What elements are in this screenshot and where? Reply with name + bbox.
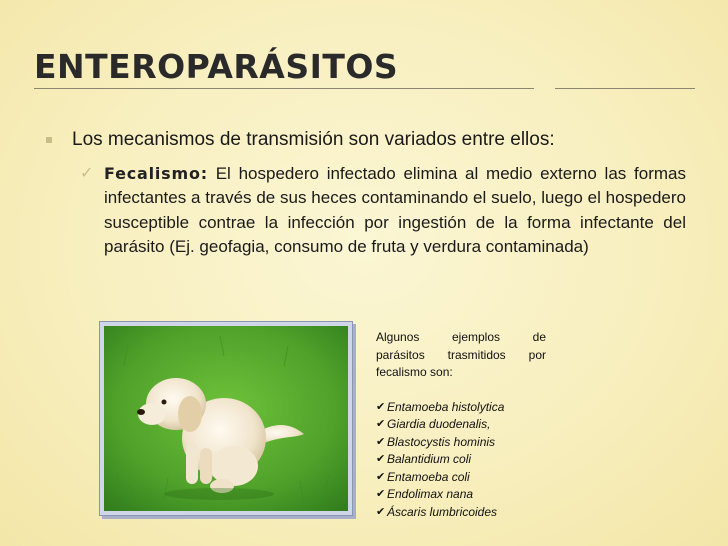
- examples-intro-line3: fecalismo son:: [376, 365, 453, 379]
- list-item: ✔ Balantidium coli: [376, 451, 546, 469]
- title-underline: [34, 88, 534, 89]
- sub-bullet-paragraph: [104, 162, 686, 259]
- checkmark-icon: ✔: [376, 418, 386, 430]
- list-item: ✔ Entamoeba coli: [376, 469, 546, 487]
- list-item: ✔ Endolimax nana: [376, 486, 546, 504]
- sub-bullet-text: El hospedero infectado elimina al medio externo las formas infectantes a través de sus heces contaminando el suelo, luego el hospedero susceptible contrae la infección por ingestión de la forma infectante del parásito (Ej. geofagia, consumo de fruta y verdura contaminada): [104, 164, 686, 256]
- square-bullet-icon: [46, 137, 52, 143]
- examples-intro-line1: Algunos ejemplos de: [376, 330, 546, 344]
- examples-box: [376, 329, 546, 521]
- dog-photo: [104, 326, 348, 511]
- main-bullet-text: Los mecanismos de transmisión son variados entre ellos:: [72, 129, 555, 150]
- list-item: ✔ Entamoeba histolytica: [376, 399, 546, 417]
- list-item: ✔ Giardia duodenalis,: [376, 416, 546, 434]
- checkmark-icon: ✔: [376, 435, 386, 448]
- checkmark-icon: ✓: [80, 165, 94, 182]
- title-underline-right: [555, 88, 695, 89]
- checkmark-icon: ✔: [376, 505, 386, 518]
- checkmark-icon: ✔: [376, 453, 386, 465]
- list-item: ✔ Áscaris lumbricoides: [376, 504, 546, 522]
- parasite-list: [376, 399, 546, 522]
- list-item: ✔ Blastocystis hominis: [376, 434, 546, 452]
- checkmark-icon: ✔: [376, 488, 386, 500]
- examples-intro-line2: parásitos trasmitidos por: [376, 347, 546, 362]
- photo-frame: [99, 321, 353, 516]
- checkmark-icon: ✔: [376, 470, 386, 483]
- checkmark-icon: ✔: [376, 400, 386, 413]
- sub-bullet-lead: Fecalismo:: [104, 164, 208, 183]
- slide-title: ENTEROPARÁSITOS: [34, 47, 399, 86]
